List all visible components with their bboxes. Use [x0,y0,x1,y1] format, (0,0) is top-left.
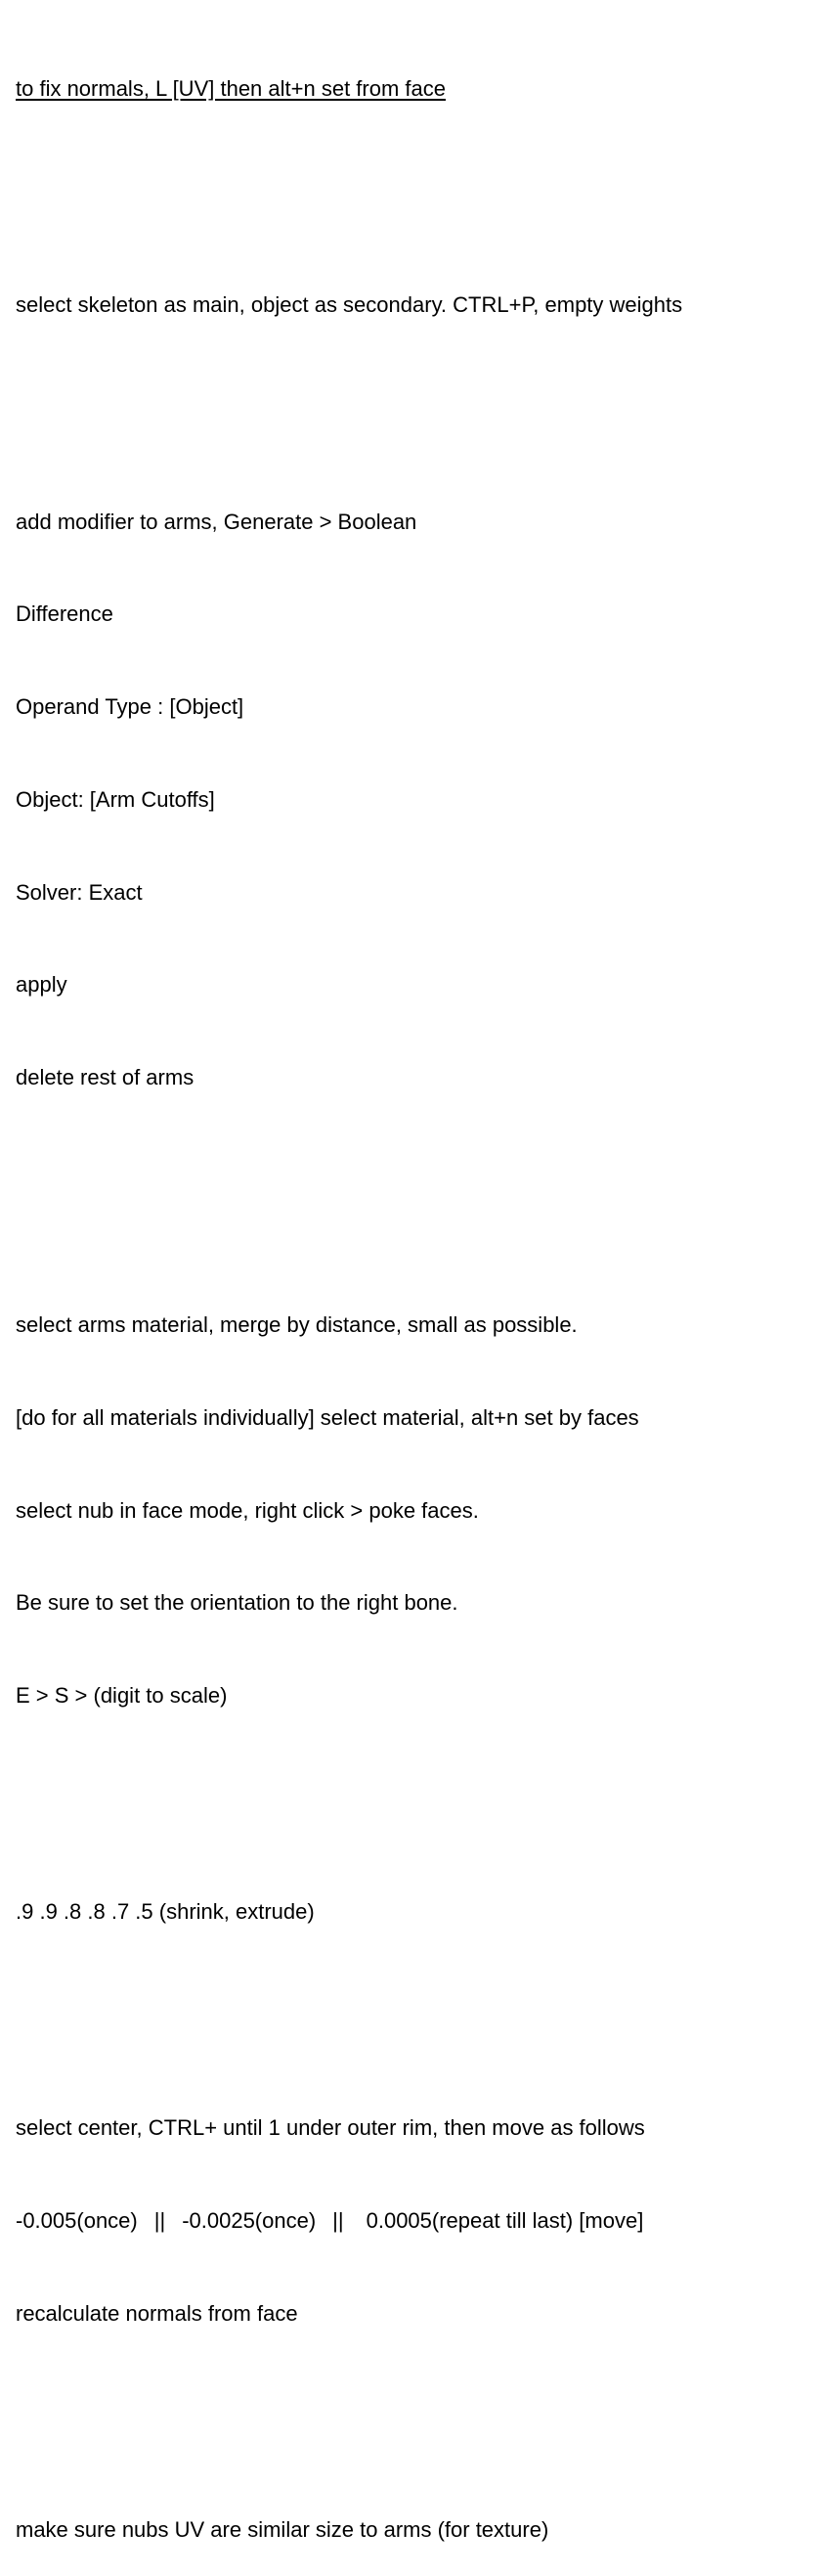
spacer [16,1155,807,1217]
boolean-step: Difference [16,601,113,627]
move-value: 0.0005(repeat till last) [move] [366,2208,644,2234]
boolean-step: Solver: Exact [16,879,143,905]
boolean-step: add modifier to arms, Generate > Boolean [16,509,417,534]
move-separator: || [332,2208,344,2234]
parenting-step: select skeleton as main, object as secondary. CTRL+P, empty weights [16,292,683,318]
final-note: make sure nubs UV are similar size to arms (for texture) [16,2517,549,2543]
move-intro: select center, CTRL+ until 1 under outer rim, then move as follows [16,2115,645,2141]
recalc-step: recalculate normals from face [16,2300,298,2326]
material-step: select nub in face mode, right click > poke faces. [16,1497,479,1523]
move-values [16,2205,807,2237]
material-step: select arms material, merge by distance, small as possible. [16,1311,578,1337]
boolean-step: delete rest of arms [16,1065,195,1090]
move-separator: || [153,2208,166,2234]
boolean-step: Operand Type : [Object] [16,694,244,720]
spacer [16,166,807,198]
move-value: -0.0025(once) [182,2208,317,2234]
spacer [16,1773,807,1804]
material-step: [do for all materials individually] select material, alt+n set by faces [16,1404,639,1430]
spacer [16,382,807,414]
spacer [16,2391,807,2422]
notes-document [16,12,807,2576]
material-step: Be sure to set the orientation to the right bone. [16,1590,458,1616]
heading-normals: to fix normals, L [UV] then alt+n set from face [16,76,446,102]
spacer [16,1989,807,2021]
material-step: E > S > (digit to scale) [16,1683,228,1709]
move-value: -0.005(once) [16,2208,138,2234]
scale-sequence: .9 .9 .8 .8 .7 .5 (shrink, extrude) [16,1899,315,1925]
boolean-step: Object: [Arm Cutoffs] [16,786,215,812]
boolean-step: apply [16,972,67,998]
